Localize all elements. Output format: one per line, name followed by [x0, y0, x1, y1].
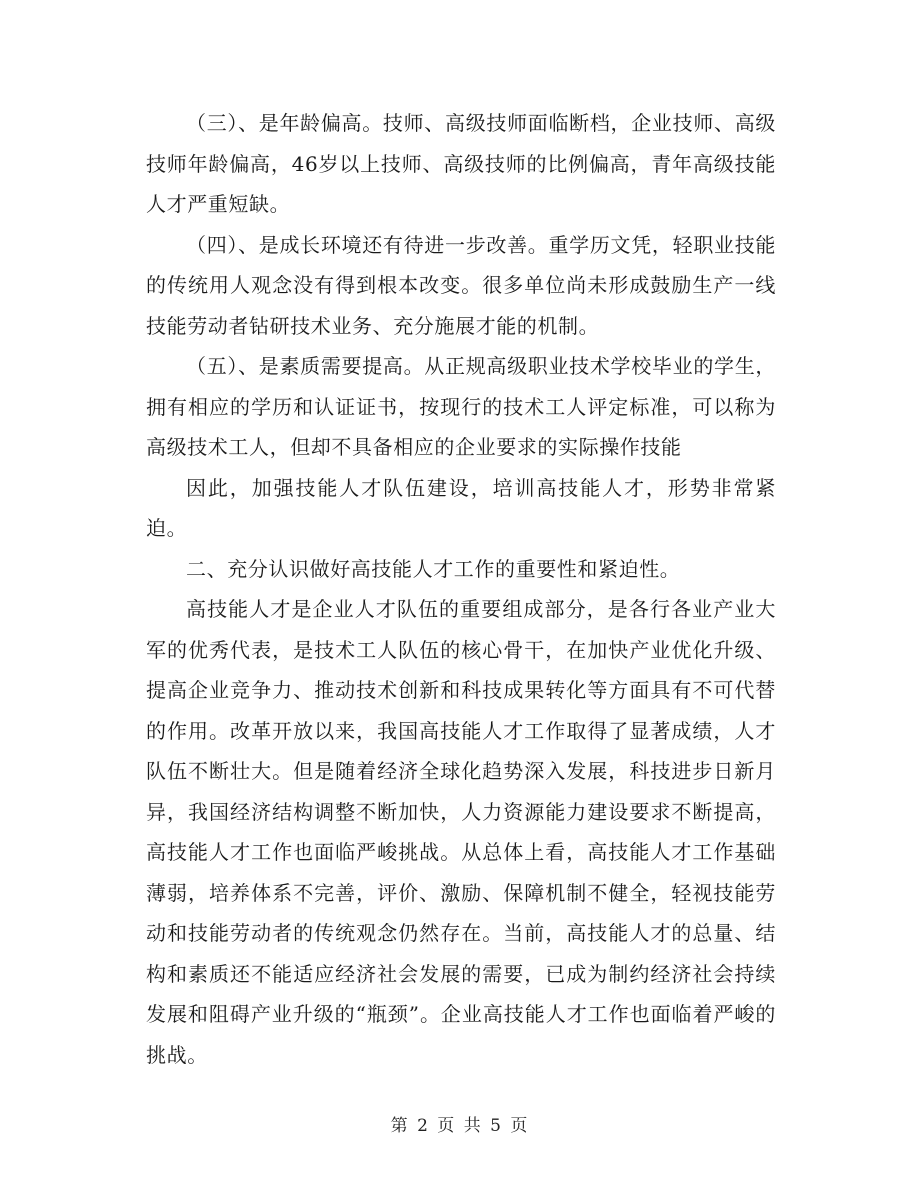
- section-heading: 二、充分认识做好高技能人才工作的重要性和紧迫性。: [186, 556, 681, 581]
- page-number: 第 2 页 共 5 页: [390, 1116, 530, 1136]
- paragraph-importance: 高技能人才是企业人才队伍的重要组成部分，是各行各业产业大军的优秀代表，是技术工人队伍的核心骨干，在加快产业优化升级、提高企业竞争力、推动技术创新和科技成果转化等方面具有不可代替的作用。改革开放以来，我国高技能人才工作取得了显著成绩，人才队伍不断壮大。但是随着经济全球化趋势深入发展，科技进步日新月异，我国经济结构调整不断加快，人力资源能力建设要求不断提高，高技能人才工作也面临严峻挑战。从总体上看，高技能人才工作基础薄弱，培养体系不完善，评价、激励、保障机制不健全，轻视技能劳动和技能劳动者的传统观念仍然存在。当前，高技能人才的总量、结构和素质还不能适应经济社会发展的需要，已成为制约经济社会持续发展和阻碍产业升级的“瓶颈”。企业高技能人才工作也面临着严峻的挑战。: [146, 597, 776, 1067]
- paragraph-quality: （五）、是素质需要提高。从正规高级职业技术学校毕业的学生，拥有相应的学历和认证证书，按现行的技术工人评定标准，可以称为高级技术工人，但却不具备相应的企业要求的实际操作技能: [146, 354, 776, 459]
- paragraph-age: （三）、是年龄偏高。技师、高级技师面临断档，企业技师、高级技师年龄偏高，46岁以上技师、高级技师的比例偏高，青年高级技能人才严重短缺。: [146, 111, 776, 216]
- paragraph-environment: （四）、是成长环境还有待进一步改善。重学历文凭，轻职业技能的传统用人观念没有得到根本改变。很多单位尚未形成鼓励生产一线技能劳动者钻研技术业务、充分施展才能的机制。: [146, 232, 776, 338]
- paragraph-conclusion: 因此，加强技能人才队伍建设，培训高技能人才，形势非常紧迫。: [146, 475, 776, 540]
- document-body: [146, 103, 776, 1075]
